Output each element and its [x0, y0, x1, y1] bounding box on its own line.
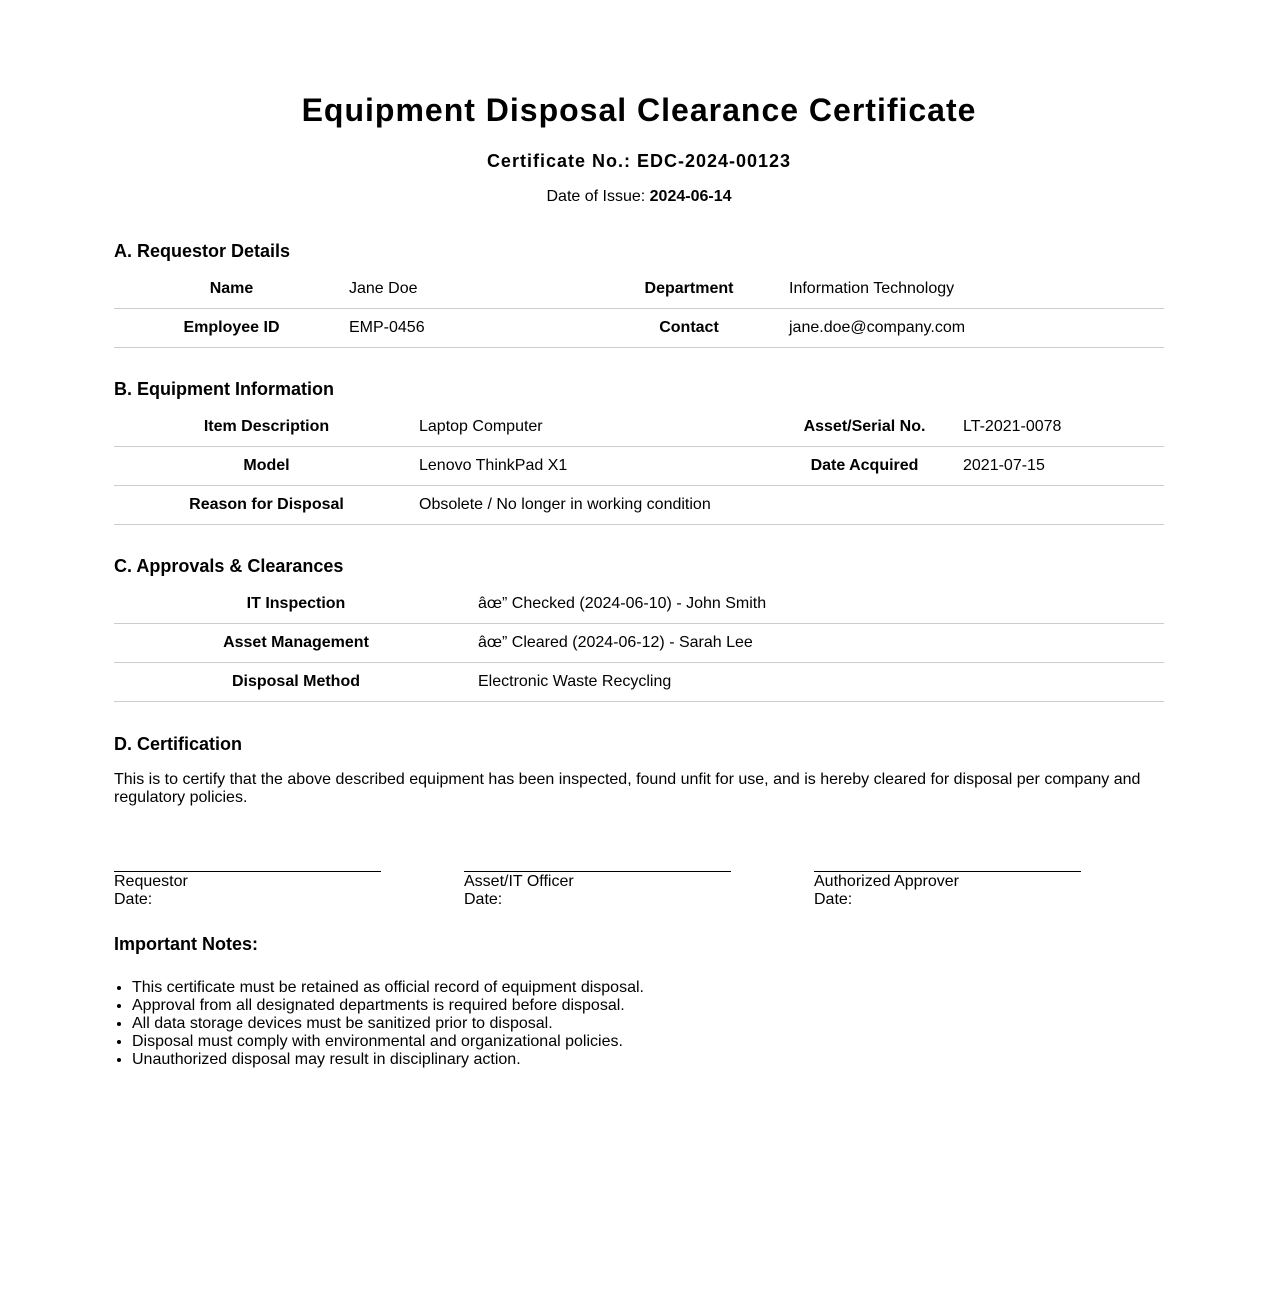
item-description-value: Laptop Computer: [419, 408, 766, 447]
certificate-page: [114, 0, 1164, 1069]
list-item: • This certificate must be retained as official record of equipment disposal.: [132, 979, 1164, 997]
equipment-table: [114, 408, 1164, 525]
signature-role: Asset/IT Officer: [464, 873, 574, 890]
employee-id-value: EMP-0456: [349, 309, 589, 348]
page-title: Equipment Disposal Clearance Certificate: [301, 92, 977, 128]
model-label: Model: [114, 447, 419, 486]
requestor-section: [114, 240, 1164, 348]
section-heading-approvals: C. Approvals & Clearances: [114, 556, 344, 576]
list-item: • Disposal must comply with environmental and organizational policies.: [132, 1033, 1164, 1051]
signature-block-officer: [464, 871, 814, 909]
approvals-table: [114, 585, 1164, 702]
name-value: Jane Doe: [349, 270, 589, 309]
serial-number-label: Asset/Serial No.: [766, 408, 963, 447]
model-value: Lenovo ThinkPad X1: [419, 447, 766, 486]
signature-row: [114, 871, 1164, 909]
disposal-reason-value: Obsolete / No longer in working condition: [419, 486, 1164, 525]
section-heading-certification: D. Certification: [114, 734, 243, 754]
signature-line[interactable]: [464, 871, 731, 872]
disposal-reason-label: Reason for Disposal: [114, 486, 419, 525]
contact-value: jane.doe@company.com: [789, 309, 1164, 348]
employee-id-label: Employee ID: [114, 309, 349, 348]
requestor-table: [114, 270, 1164, 348]
it-inspection-value: âœ” Checked (2024-06-10) - John Smith: [478, 585, 1164, 624]
notes-list: [114, 979, 1164, 1069]
list-item: • All data storage devices must be sanitized prior to disposal.: [132, 1015, 1164, 1033]
signature-block-requestor: [114, 871, 464, 909]
table-row: [114, 408, 1164, 447]
notes-heading: Important Notes:: [114, 934, 258, 954]
table-row: [114, 309, 1164, 348]
signature-date-label: Date:: [814, 891, 853, 908]
section-heading-requestor: A. Requestor Details: [114, 241, 291, 261]
certification-text: This is to certify that the above described equipment has been inspected, found unfit for use, and is hereby cleared for disposal per company and regulatory policies.: [114, 771, 1141, 806]
table-row: [114, 270, 1164, 309]
date-acquired-value: 2021-07-15: [963, 447, 1164, 486]
signature-date-label: Date:: [464, 891, 503, 908]
signature-block-approver: [814, 871, 1164, 909]
list-item: • Unauthorized disposal may result in disciplinary action.: [132, 1051, 1164, 1069]
section-heading-equipment: B. Equipment Information: [114, 379, 334, 399]
asset-management-label: Asset Management: [114, 624, 478, 663]
approvals-section: [114, 555, 1164, 702]
list-item: • Approval from all designated departments is required before disposal.: [132, 997, 1164, 1015]
table-row: [114, 624, 1164, 663]
table-row: [114, 585, 1164, 624]
it-inspection-label: IT Inspection: [114, 585, 478, 624]
signature-date-label: Date:: [114, 891, 153, 908]
equipment-section: [114, 378, 1164, 525]
signature-role: Authorized Approver: [814, 873, 959, 890]
department-label: Department: [589, 270, 789, 309]
signature-line[interactable]: [814, 871, 1081, 872]
item-description-label: Item Description: [114, 408, 419, 447]
disposal-method-value: Electronic Waste Recycling: [478, 663, 1164, 702]
table-row: [114, 663, 1164, 702]
serial-number-value: LT-2021-0078: [963, 408, 1164, 447]
asset-management-value: âœ” Cleared (2024-06-12) - Sarah Lee: [478, 624, 1164, 663]
issue-date-label: Date of Issue:: [546, 188, 646, 205]
signature-line[interactable]: [114, 871, 381, 872]
date-acquired-label: Date Acquired: [766, 447, 963, 486]
department-value: Information Technology: [789, 270, 1164, 309]
table-row: [114, 447, 1164, 486]
certification-section: [114, 733, 1164, 807]
name-label: Name: [114, 270, 349, 309]
table-row: [114, 486, 1164, 525]
issue-date-value: 2024-06-14: [649, 188, 732, 205]
signature-role: Requestor: [114, 873, 188, 890]
disposal-method-label: Disposal Method: [114, 663, 478, 702]
issue-date-line: [114, 187, 1164, 207]
certificate-number: Certificate No.: EDC-2024-00123: [486, 151, 792, 171]
contact-label: Contact: [589, 309, 789, 348]
